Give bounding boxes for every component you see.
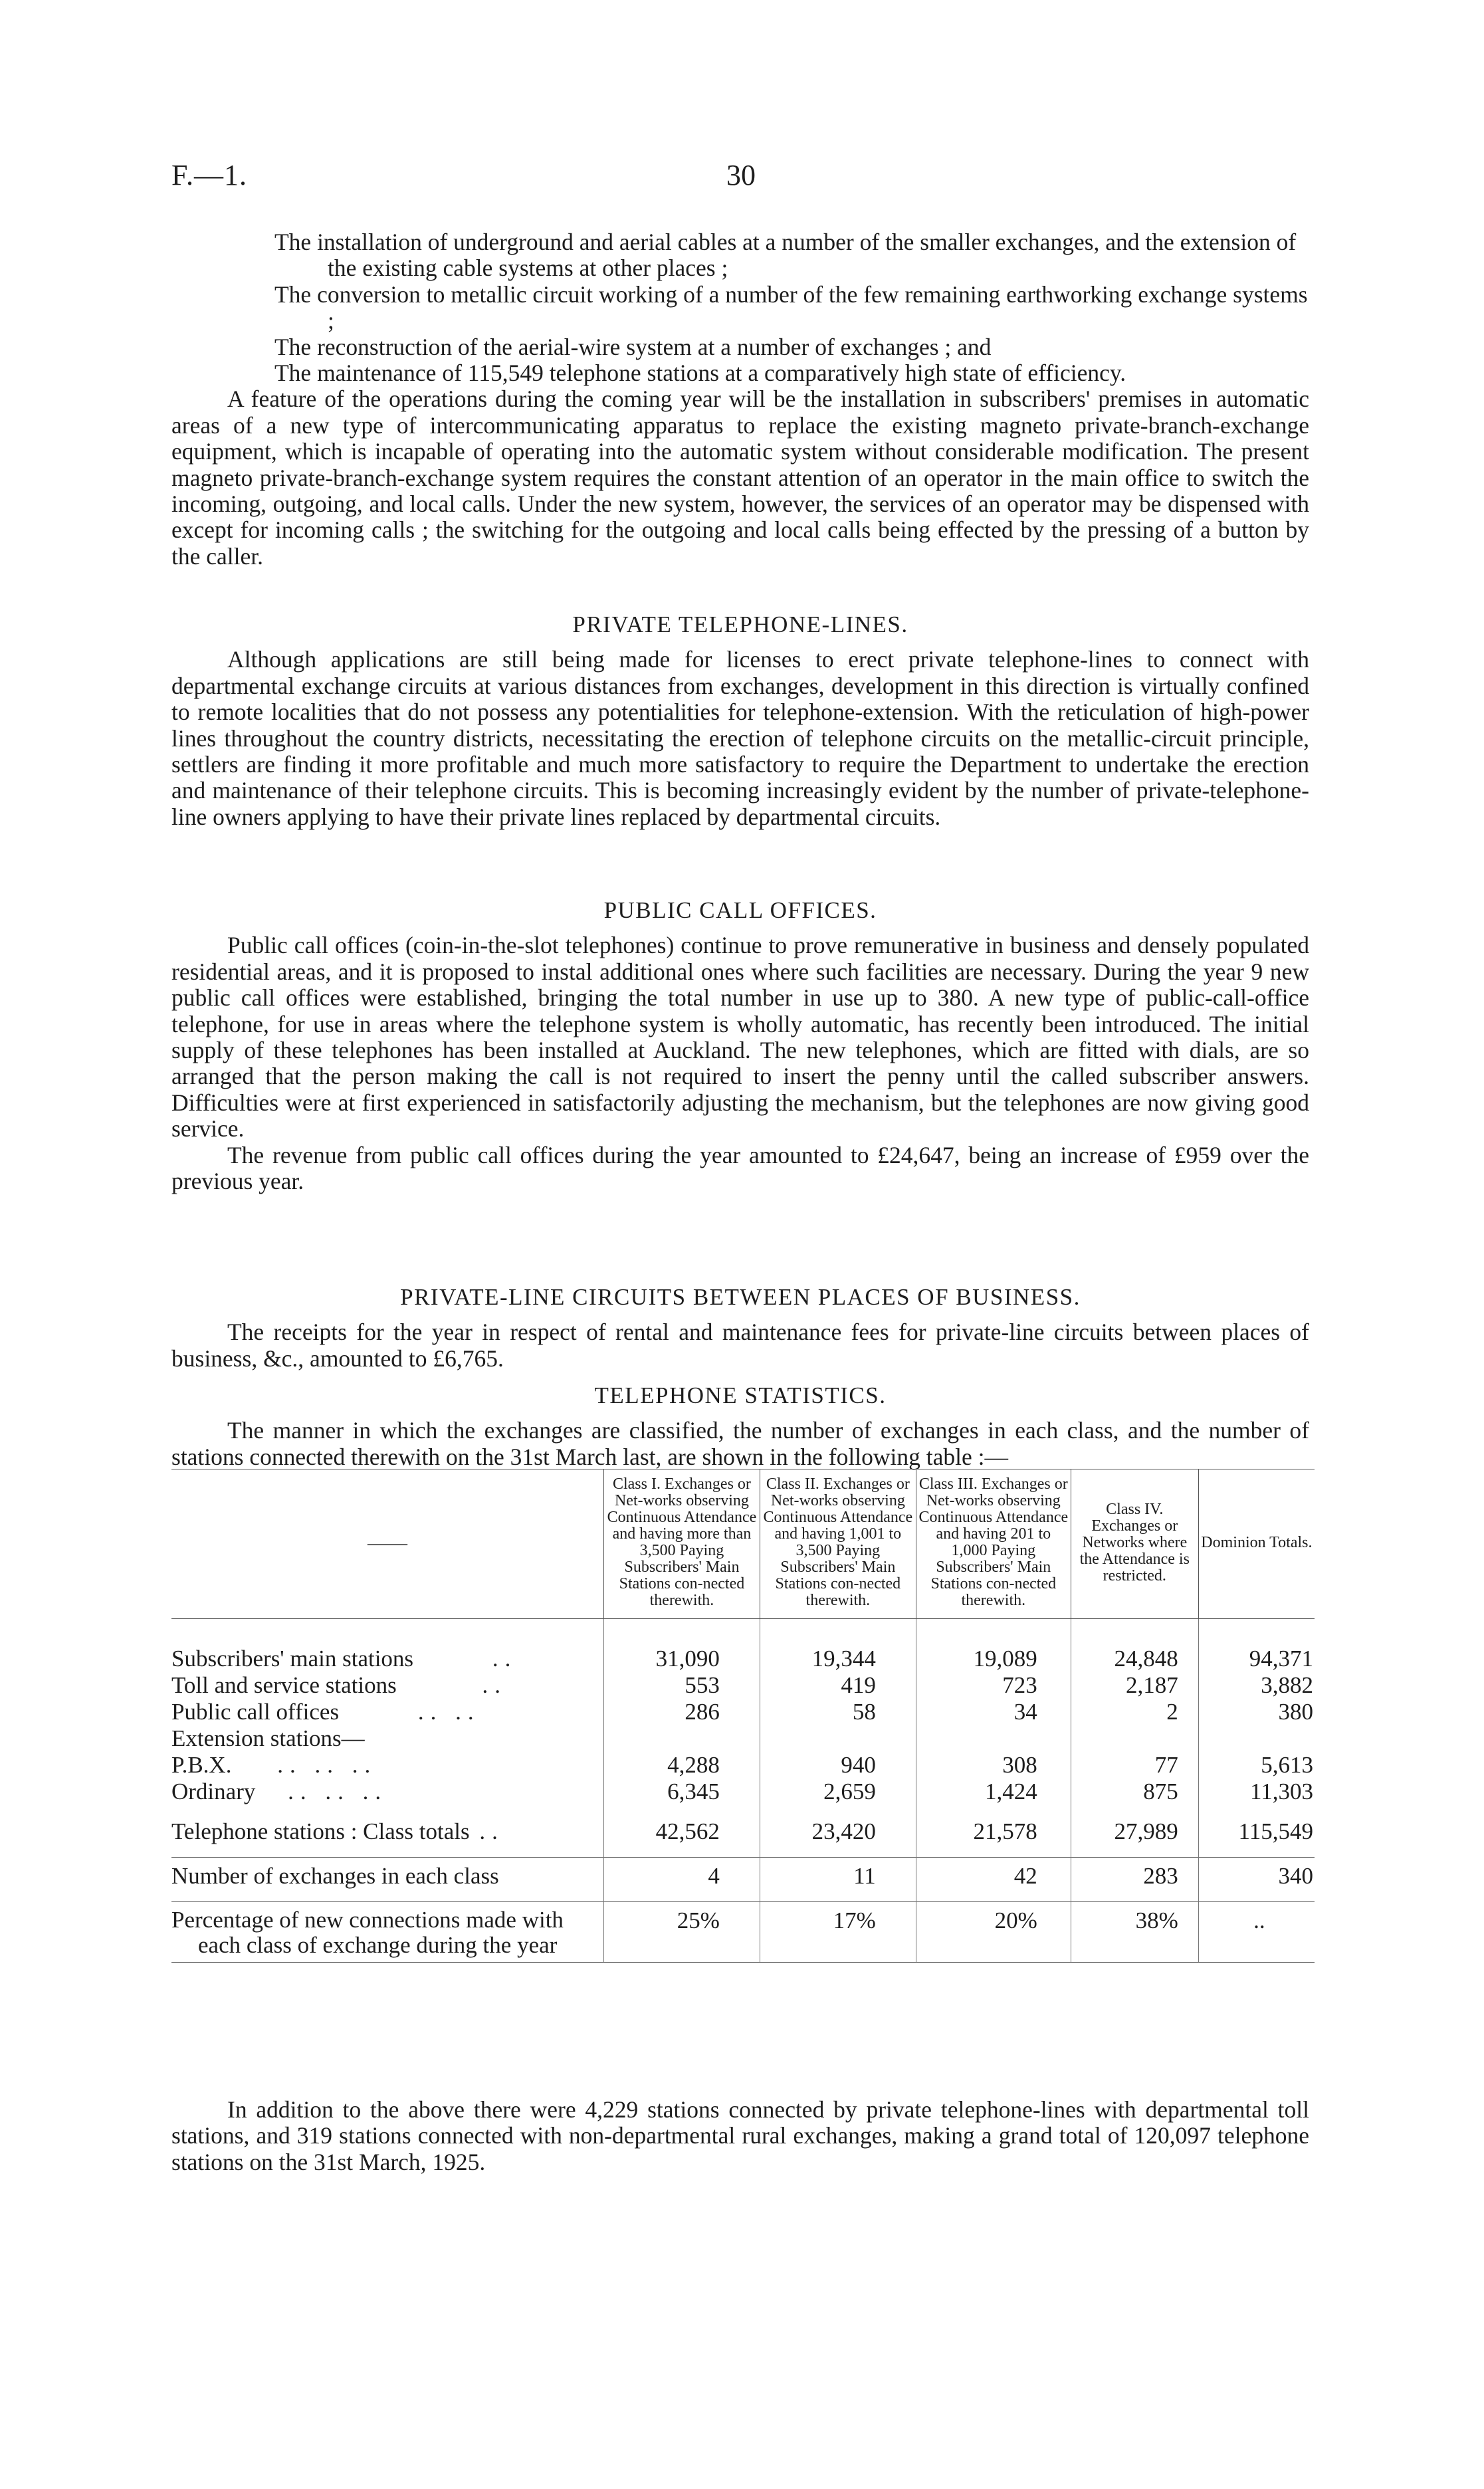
cell-value: 17%	[760, 1902, 916, 1963]
cell-value: 27,989	[1071, 1818, 1198, 1858]
spacer-row	[171, 1805, 1315, 1818]
cell-value: 31,090	[604, 1646, 760, 1672]
page-number: 30	[726, 159, 756, 191]
cell-value: 94,371	[1198, 1646, 1315, 1672]
table-row	[171, 1902, 1315, 1963]
cell-value: 19,344	[760, 1646, 916, 1672]
column-header-class-4: Class IV. Exchanges or Networks where the Attendance is restricted.	[1071, 1469, 1198, 1619]
list-item: The installation of underground and aerial cables at a number of the smaller exchanges, and the extension of the existing cable systems at other places ;	[274, 229, 1297, 282]
cell-value: 940	[760, 1752, 916, 1779]
cell-value: 115,549	[1198, 1818, 1315, 1858]
cell-value: 19,089	[916, 1646, 1071, 1672]
section-paragraph: The revenue from public call offices during the year amounted to £24,647, being an increase of £959 over the previous year.	[171, 1141, 1309, 1195]
cell-value: 38%	[1071, 1902, 1198, 1963]
cell-value: 42	[916, 1858, 1071, 1902]
spacer-row	[171, 1632, 1315, 1646]
column-header-class-3: Class III. Exchanges or Net-works observing Continuous Attendance and having 201 to 1,000 Paying Subscribers' Main Stations con-nected therewith.	[916, 1469, 1071, 1619]
row-label: Extension stations—	[171, 1725, 365, 1751]
cell-value: 21,578	[916, 1818, 1071, 1858]
column-header-totals: Dominion Totals.	[1198, 1469, 1315, 1619]
section-heading: TELEPHONE STATISTICS.	[594, 1382, 887, 1408]
section-heading: PUBLIC CALL OFFICES.	[603, 897, 877, 923]
cell-value: 11,303	[1198, 1779, 1315, 1805]
cell-value: ..	[1198, 1902, 1315, 1963]
row-label: Public call offices .. ..	[171, 1699, 480, 1725]
cell-value: 2,187	[1071, 1672, 1198, 1699]
table-row	[171, 1646, 1315, 1672]
row-label: Subscribers' main stations ..	[171, 1646, 518, 1672]
cell-value: 380	[1198, 1699, 1315, 1725]
cell-value: 286	[604, 1699, 760, 1725]
table-row	[171, 1818, 1315, 1858]
table-row	[171, 1725, 1315, 1752]
section-statistics	[171, 1382, 1309, 1470]
cell-value: 723	[916, 1672, 1071, 1699]
cell-value: 25%	[604, 1902, 760, 1963]
cell-value: 77	[1071, 1752, 1198, 1779]
table-row	[171, 1752, 1315, 1779]
cell-value: 23,420	[760, 1818, 916, 1858]
cell-value: 2	[1071, 1699, 1198, 1725]
cell-value: 6,345	[604, 1779, 760, 1805]
cell-value: 5,613	[1198, 1752, 1315, 1779]
row-label: Percentage of new connections made with each class of exchange during the year	[171, 1902, 604, 1963]
table-row	[171, 1699, 1315, 1725]
list-item: The maintenance of 115,549 telephone stations at a comparatively high state of efficiency.	[274, 360, 1126, 387]
row-label: Ordinary .. .. ..	[171, 1779, 388, 1804]
cell-value: 4,288	[604, 1752, 760, 1779]
row-label: Telephone stations : Class totals ..	[171, 1818, 504, 1844]
spacer-row	[171, 1619, 1315, 1633]
closing-block	[171, 2097, 1309, 2175]
statistics-table-wrap	[171, 1469, 1315, 1963]
intro-paragraph: A feature of the operations during the coming year will be the installation in subscribers' premises in automatic areas of a new type of intercommunicating apparatus to replace the existing magneto private-branch-exchange equipment, which is incapable of operating into the automatic system without considerable modification. The present magneto private-branch-exchange system requires the constant attention of an operator in the main office to switch the incoming, outgoing, and local calls. Under the new system, however, the services of an operator may be dispensed with except for incoming calls ; the switching for the outgoing and local calls being effected by the pressing of a button by the caller.	[171, 385, 1309, 570]
column-header-class-2: Class II. Exchanges or Net-works observing Continuous Attendance and having 1,001 to 3,500 Paying Subscribers' Main Stations con-nected therewith.	[760, 1469, 916, 1619]
row-label: Number of exchanges in each class	[171, 1858, 604, 1902]
cell-value: 42,562	[604, 1818, 760, 1858]
section-paragraph: Public call offices (coin-in-the-slot telephones) continue to prove remunerative in business and densely populated residential areas, and it is proposed to instal additional ones where such facilities are necessary. During the year 9 new public call offices were established, bringing the total number in use up to 380. A new type of public-call-office telephone, for use in areas where the telephone system is wholly automatic, has recently been introduced. The initial supply of these telephones has been installed at Auckland. The new telephones, which are fitted with dials, are so arranged that the person making the call is not required to insert the penny until the called subscriber answers. Difficulties were at first experienced in satisfactorily adjusting the mechanism, but the telephones are now giving good service.	[171, 932, 1309, 1142]
cell-value: 340	[1198, 1858, 1315, 1902]
column-header-class-1: Class I. Exchanges or Net-works observing Continuous Attendance and having more than 3,500 Paying Subscribers' Main Stations con-nected therewith.	[604, 1469, 760, 1619]
cell-value: 283	[1071, 1858, 1198, 1902]
section-paragraph: Although applications are still being made for licenses to erect private telephone-lines to connect with departmental exchange circuits at various distances from exchanges, development in this direction is virtually confined to remote localities that do not possess any potentialities for telephone-extension. With the reticulation of high-power lines throughout the country districts, necessitating the erection of telephone circuits on the metallic-circuit principle, settlers are finding it more profitable and much more satisfactory to require the Department to undertake the erection and maintenance of their telephone circuits. This is becoming increasingly evident by the number of private-telephone-line owners applying to have their private lines replaced by departmental circuits.	[171, 646, 1309, 830]
cell-value: 34	[916, 1699, 1071, 1725]
intro-block	[171, 229, 1309, 570]
table-row	[171, 1858, 1315, 1902]
cell-value: 20%	[916, 1902, 1071, 1963]
cell-value: 58	[760, 1699, 916, 1725]
works-list	[171, 229, 1309, 386]
list-item: The reconstruction of the aerial-wire system at a number of exchanges ; and	[274, 333, 992, 360]
cell-value: 24,848	[1071, 1646, 1198, 1672]
document-reference: F.—1.	[171, 159, 247, 191]
cell-value: 3,882	[1198, 1672, 1315, 1699]
table-header-row	[171, 1469, 1315, 1619]
cell-value: 419	[760, 1672, 916, 1699]
stub-header: ——	[368, 1531, 407, 1554]
section-heading: PRIVATE TELEPHONE-LINES.	[572, 611, 908, 637]
cell-value: 11	[760, 1858, 916, 1902]
row-label: Toll and service stations ..	[171, 1672, 507, 1698]
cell-value: 308	[916, 1752, 1071, 1779]
section-paragraph: The receipts for the year in respect of rental and maintenance fees for private-line circuits between places of business, &c., amounted to £6,765.	[171, 1319, 1309, 1372]
row-label: P.B.X. .. .. ..	[171, 1752, 377, 1778]
cell-value: 553	[604, 1672, 760, 1699]
section-call-offices	[171, 897, 1309, 1194]
section-private-lines	[171, 611, 1309, 830]
table-row	[171, 1779, 1315, 1805]
list-item: The conversion to metallic circuit working of a number of the few remaining earthworking exchange systems ;	[274, 280, 1308, 334]
cell-value: 875	[1071, 1779, 1198, 1805]
section-paragraph: The manner in which the exchanges are classified, the number of exchanges in each class, and the number of stations connected therewith on the 31st March last, are shown in the following table :—	[171, 1417, 1309, 1470]
section-heading: PRIVATE-LINE CIRCUITS BETWEEN PLACES OF BUSINESS.	[400, 1284, 1081, 1310]
cell-value: 1,424	[916, 1779, 1071, 1805]
telephone-statistics-table	[171, 1469, 1315, 1963]
closing-paragraph: In addition to the above there were 4,229 stations connected by private telephone-lines with departmental toll stations, and 319 stations connected with non-departmental rural exchanges, making a grand total of 120,097 telephone stations on the 31st March, 1925.	[171, 2096, 1309, 2175]
section-private-circuits	[171, 1284, 1309, 1372]
cell-value: 4	[604, 1858, 760, 1902]
table-row	[171, 1672, 1315, 1699]
cell-value: 2,659	[760, 1779, 916, 1805]
